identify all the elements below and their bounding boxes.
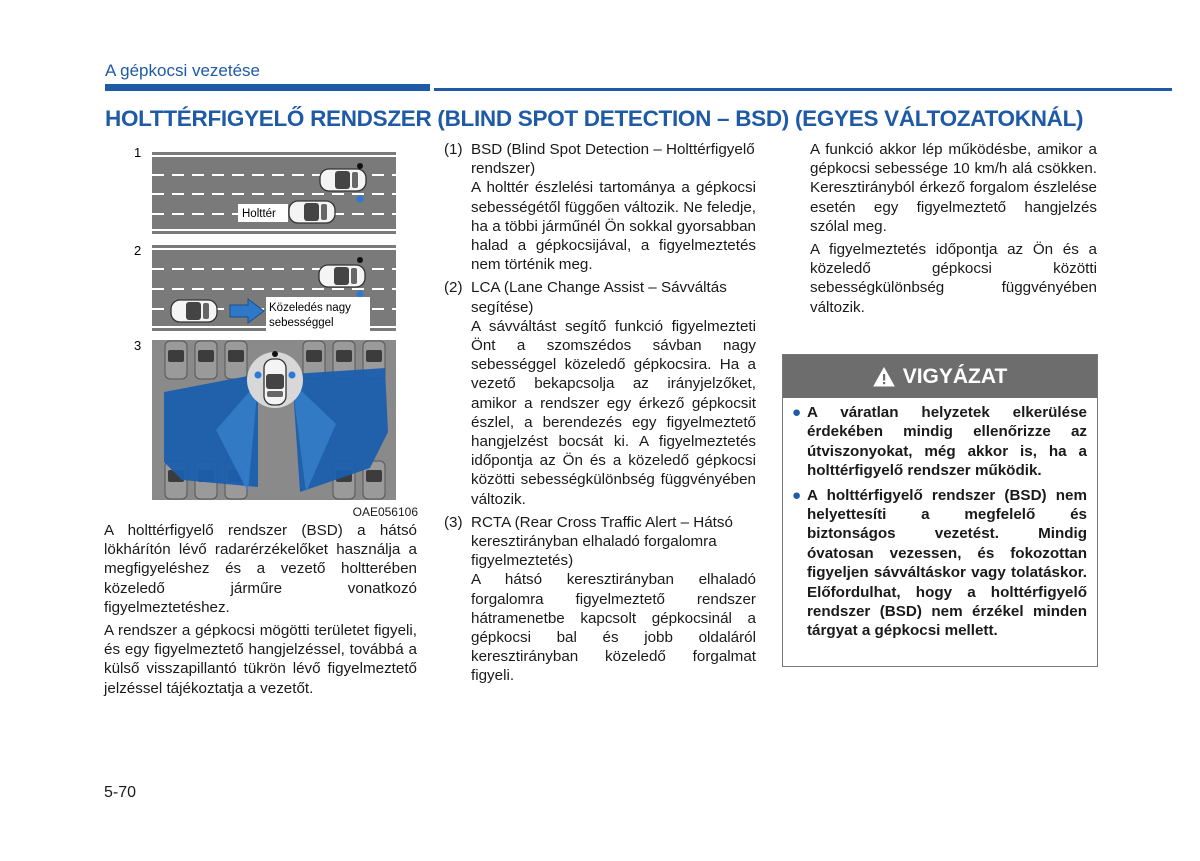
blind-spot-label: Holttér <box>242 208 276 220</box>
approach-label-line1: Közeledés nagy <box>269 302 351 314</box>
item-body: A holttér észlelési tartománya a gépkocsi sebességétől függően változik. Ne feledje, ha a többi járműnél Ön sokkal gyorsabban halad a gépkocsijával, a figyelmeztetés nem történik meg. <box>471 179 756 274</box>
caution-item <box>792 403 1087 481</box>
list-item-head <box>444 140 756 178</box>
header-rule-thick <box>105 84 430 91</box>
caution-item-text: A váratlan helyzetek elkerülése érdekében mindig ellenőrizze az útviszonyokat, még akkor is, ha a holttérfigyelő rendszer működik. <box>807 404 1087 480</box>
bullet-icon: ● <box>792 486 802 504</box>
caution-item <box>792 486 1087 641</box>
intro-column <box>104 521 417 702</box>
panel-number-1: 1 <box>134 145 142 160</box>
intro-paragraph: A holttérfigyelő rendszer (BSD) a hátsó lökhárítón lévő radarérzékelőket használja a megfigyeléshez és a vezető holtterében közeledő járműre vonatkozó figyelmeztetéshez. <box>104 522 417 616</box>
item-number: (1) <box>444 141 463 158</box>
item-body: A sávváltást segítő funkció figyelmezteti Önt a szomszédos sávban nagy sebességgel közeledő gépkocsira. Ha a vezető bekapcsolja az irányjelzőket, amikor a rendszer egy érkező gépkocsit észlel, a berendezés egy figyelmeztető hangjelzést bocsát ki. A figyelmeztetés időpontja az Ön és a közeledő gépkocsi közötti sebességkülönbség függvényében változik. <box>471 317 756 508</box>
list-item-head <box>444 278 756 316</box>
item-title: BSD (Blind Spot Detection – Holttérfigyelő rendszer) <box>471 141 755 178</box>
bullet-icon: ● <box>792 404 802 421</box>
page-title: HOLTTÉRFIGYELŐ RENDSZER (BLIND SPOT DETECTION – BSD) (EGYES VÁLTOZATOKNÁL) <box>105 106 1084 131</box>
item-body: A hátsó keresztirányban elhaladó forgalomra figyelmeztető rendszer hátramenetbe kapcsolt gépkocsinál a gépkocsi bal és jobb oldaláról keresztirányban közeledő forgalmat figyeli. <box>471 571 756 685</box>
bsd-illustration <box>130 142 418 517</box>
header-rule-thin <box>434 88 1172 91</box>
item-number: (2) <box>444 279 463 297</box>
functions-list <box>444 140 756 690</box>
caution-item-text: A holttérfigyelő rendszer (BSD) nem helyettesíti a megfelelő és biztonságos vezetést. Mindig óvatosan vezessen, és fokozottan figyeljen sávváltáskor vagy tolatáskor. Előfordulhat, hogy a holttérfigyelő rendszer (BSD) nem érzékel minden tárgyat a gépkocsi mellett. <box>807 486 1087 640</box>
panel-number-3: 3 <box>134 338 142 353</box>
intro-paragraph: A rendszer a gépkocsi mögötti területet figyeli, és egy figyelmeztető hangjelzéssel, továbbá a külső visszapillantó tükrön lévő figyelmeztető jelzéssel tájékoztatja a vezetőt. <box>104 622 417 697</box>
rcta-paragraph: A funkció akkor lép működésbe, amikor a gépkocsi sebessége 10 km/h alá csökken. Keresztirányból érkező forgalom észlelése esetén egy figyelmeztető hangjelzés szólal meg. <box>810 141 1097 235</box>
caution-heading <box>783 355 1097 398</box>
figure-code: OAE056106 <box>352 505 418 519</box>
caution-heading-text: VIGYÁZAT <box>902 364 1008 388</box>
rcta-paragraph: A figyelmeztetés időpontja az Ön és a közeledő gépkocsi közötti sebességkülönbség függvényében változik. <box>810 241 1097 316</box>
approach-label-line2: sebességgel <box>269 317 334 329</box>
list-item-head <box>444 513 756 571</box>
caution-box <box>782 354 1098 667</box>
rcta-continuation <box>810 140 1097 321</box>
section-header: A gépkocsi vezetése <box>105 61 260 80</box>
item-title: RCTA (Rear Cross Traffic Alert – Hátsó keresztirányban elhaladó forgalomra figyelmeztetés) <box>471 513 733 570</box>
warning-triangle-icon <box>873 367 895 387</box>
page-number: 5-70 <box>104 784 137 801</box>
item-number: (3) <box>444 513 463 531</box>
caution-list <box>783 398 1097 641</box>
item-title: LCA (Lane Change Assist – Sávváltás segítése) <box>471 279 727 316</box>
panel-number-2: 2 <box>134 243 142 258</box>
